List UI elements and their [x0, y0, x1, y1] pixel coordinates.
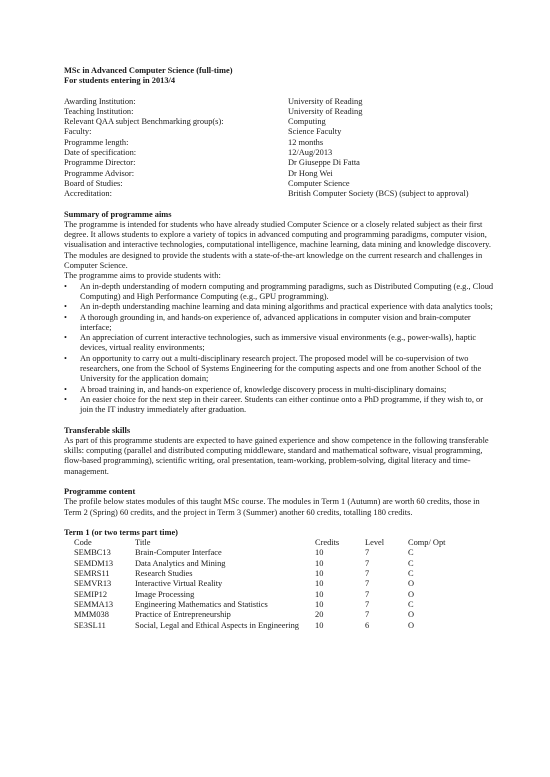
module-credits: 10 — [315, 620, 324, 630]
module-level: 7 — [365, 610, 370, 620]
table-row — [74, 610, 468, 620]
aim-text: A broad training in, and hands-on experience of, knowledge discovery process in multi-disciplinary domains; — [80, 384, 447, 394]
column-header: Credits — [315, 538, 340, 548]
summary-heading: Summary of programme aims — [64, 209, 172, 219]
programme-title: MSc in Advanced Computer Science (full-time) — [64, 66, 233, 75]
aim-text: An in-depth understanding of modern computing and programming paradigms, such as Distributed Computing (e.g., Cloud Computing) and High Performance Computing (e.g., GPU programming). — [80, 281, 494, 301]
info-label: Faculty: — [64, 127, 92, 137]
bullet-icon: • — [64, 394, 67, 404]
summary-intro: The programme is intended for students who have already studied Computer Science or a closely related subject as their first degree. It allows students to explore a variety of topics in advanced computing and programming paradigms, computer vision, visualisation and interactive technologies, computational intelligence, machine learning, data mining and knowledge discovery. The modules are designed to provide the students with a state-of-the-art knowledge on the current research and challenges in Computer Science. — [64, 219, 491, 271]
info-value: University of Reading — [288, 96, 363, 106]
info-value: Dr Giuseppe Di Fatta — [288, 158, 360, 168]
module-level: 7 — [365, 569, 370, 579]
module-code: SEMVR13 — [74, 579, 112, 589]
aims-list — [64, 282, 494, 416]
aim-text: A thorough grounding in, and hands-on experience of, advanced applications in computer vision and brain-computer interface; — [80, 312, 471, 332]
transferable-heading: Transferable skills — [64, 425, 131, 435]
aim-text: An appreciation of current interactive technologies, such as immersive visual environments (e.g., power-walls), haptic devices, virtual reality environments; — [80, 333, 477, 353]
module-comp-opt: O — [408, 589, 415, 599]
module-comp-opt: C — [408, 569, 414, 579]
aim-text: An easier choice for the next step in their career. Students can either continue onto a PhD programme, if they wish to, or join the IT industry immediately after graduation. — [80, 394, 484, 415]
table-row — [74, 590, 468, 600]
aim-text: An in-depth understanding machine learning and data mining algorithms and practical experience with data analytics tools; — [80, 302, 493, 312]
module-code: SEMRS11 — [74, 569, 110, 579]
module-credits: 10 — [315, 548, 324, 558]
aims-lead: The programme aims to provide students with: — [64, 271, 221, 281]
info-label: Board of Studies: — [64, 178, 123, 188]
table-row — [74, 559, 468, 569]
module-level: 7 — [365, 599, 370, 609]
module-comp-opt: C — [408, 548, 414, 558]
term1-heading: Term 1 (or two terms part time) — [64, 527, 178, 537]
module-level: 7 — [365, 558, 370, 568]
module-title: Image Processing — [135, 589, 195, 599]
module-code: SEMDM13 — [74, 558, 114, 568]
module-code: SE3SL11 — [74, 620, 106, 630]
info-label: Accreditation: — [64, 189, 112, 199]
bullet-icon: • — [64, 312, 67, 322]
info-value: British Computer Society (BCS) (subject to approval) — [288, 189, 469, 199]
info-label: Programme length: — [64, 137, 129, 147]
table-row — [74, 579, 468, 589]
bullet-icon: • — [64, 302, 67, 312]
module-comp-opt: C — [408, 558, 414, 568]
content-heading: Programme content — [64, 486, 136, 496]
module-credits: 10 — [315, 558, 324, 568]
table-row — [74, 548, 468, 558]
info-label: Programme Director: — [64, 158, 136, 168]
info-label: Awarding Institution: — [64, 96, 136, 106]
document-page — [64, 66, 494, 631]
programme-info-grid — [64, 97, 494, 200]
module-credits: 10 — [315, 599, 324, 609]
column-header: Code — [74, 538, 92, 548]
module-code: SEMIP12 — [74, 589, 108, 599]
term1-module-table — [74, 538, 468, 631]
bullet-icon: • — [64, 384, 67, 394]
column-header: Level — [365, 538, 385, 548]
table-row — [74, 569, 468, 579]
table-header-row — [74, 538, 468, 548]
info-value: 12/Aug/2013 — [288, 148, 333, 158]
bullet-icon: • — [64, 333, 67, 343]
module-credits: 10 — [315, 569, 324, 579]
module-code: SEMBC13 — [74, 548, 111, 558]
module-title: Data Analytics and Mining — [135, 558, 226, 568]
info-value: University of Reading — [288, 106, 363, 116]
module-level: 7 — [365, 548, 370, 558]
aim-text: An opportunity to carry out a multi-disciplinary research project. The proposed model will be co-supervision of two researchers, one from the School of Systems Engineering for the computing aspects and one from another School of the University for the application domain; — [80, 353, 482, 384]
programme-subtitle: For students entering in 2013/4 — [64, 76, 176, 86]
info-value: 12 months — [288, 137, 324, 147]
module-title: Social, Legal and Ethical Aspects in Engineering — [135, 620, 299, 630]
module-title: Interactive Virtual Reality — [135, 579, 223, 589]
aim-item — [64, 395, 494, 416]
column-header: Title — [135, 538, 151, 548]
info-value: Dr Hong Wei — [288, 168, 333, 178]
table-row — [74, 600, 468, 610]
info-label: Relevant QAA subject Benchmarking group(s): — [64, 117, 224, 127]
table-row — [74, 621, 468, 631]
info-label: Programme Advisor: — [64, 168, 135, 178]
bullet-icon: • — [64, 353, 67, 363]
content-text: The profile below states modules of this taught MSc course. The modules in Term 1 (Autumn) are worth 60 credits, those in Term 2 (Spring) 60 credits, and the project in Term 3 (Summer) another 60 credits, totalling 180 credits. — [64, 497, 480, 517]
column-header: Comp/ Opt — [408, 538, 446, 548]
module-level: 7 — [365, 579, 370, 589]
module-title: Practice of Entrepreneurship — [135, 610, 231, 620]
info-value: Science Faculty — [288, 127, 342, 137]
module-level: 6 — [365, 620, 370, 630]
info-label: Teaching Institution: — [64, 106, 134, 116]
module-comp-opt: O — [408, 610, 415, 620]
module-credits: 10 — [315, 579, 324, 589]
aim-item — [64, 333, 494, 354]
aim-item — [64, 302, 494, 312]
aim-item — [64, 354, 494, 385]
aim-item — [64, 313, 494, 334]
module-credits: 10 — [315, 589, 324, 599]
module-level: 7 — [365, 589, 370, 599]
module-comp-opt: C — [408, 599, 414, 609]
info-value: Computing — [288, 117, 326, 127]
module-credits: 20 — [315, 610, 324, 620]
module-title: Research Studies — [135, 569, 193, 579]
title-block — [64, 66, 494, 87]
module-title: Brain-Computer Interface — [135, 548, 222, 558]
info-value: Computer Science — [288, 178, 350, 188]
module-comp-opt: O — [408, 620, 415, 630]
aim-item — [64, 282, 494, 303]
module-comp-opt: O — [408, 579, 415, 589]
module-code: SEMMA13 — [74, 599, 114, 609]
module-code: MMM038 — [74, 610, 109, 620]
aim-item — [64, 385, 494, 395]
module-title: Engineering Mathematics and Statistics — [135, 599, 268, 609]
info-label: Date of specification: — [64, 148, 137, 158]
transferable-text: As part of this programme students are expected to have gained experience and show competence in the following transferable skills: computing (parallel and distributed computing middleware, standard and mathematical software, visual programming, flow-based programming), scientific writing, oral presentation, team-working, problem-solving, digital literacy and time-management. — [64, 435, 489, 476]
bullet-icon: • — [64, 281, 67, 291]
